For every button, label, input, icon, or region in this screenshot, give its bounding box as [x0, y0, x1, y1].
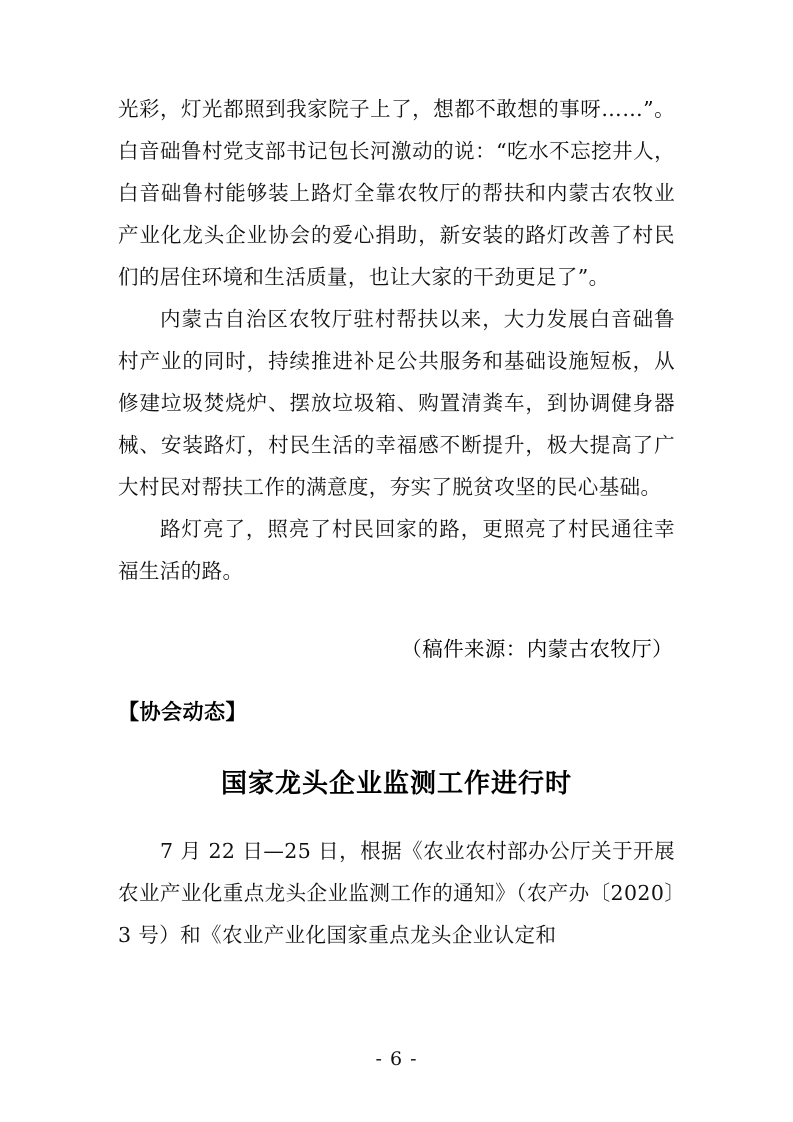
article-body	[118, 88, 675, 592]
paragraph: 7 月 22 日—25 日，根据《农业农村部办公厅关于开展农业产业化重点龙头企业监测工作的通知》（农产办〔2020〕3 号）和《农业产业化国家重点龙头企业认定和	[118, 839, 675, 947]
article-title: 国家龙头企业监测工作进行时	[220, 769, 572, 799]
paragraph: 路灯亮了，照亮了村民回家的路，更照亮了村民通往幸福生活的路。	[118, 517, 675, 583]
page-number: - 6 -	[375, 1048, 418, 1070]
article-body-second	[118, 830, 675, 956]
paragraph: 内蒙古自治区农牧厅驻村帮扶以来，大力发展白音础鲁村产业的同时，持续推进补足公共服务和基础设施短板，从修建垃圾焚烧炉、摆放垃圾箱、购置清粪车，到协调健身器械、安装路灯，村民生活的幸福感不断提升，极大提高了广大村民对帮扶工作的满意度，夯实了脱贫攻坚的民心基础。	[118, 307, 675, 499]
source-attribution: （稿件来源：内蒙古农牧厅）	[401, 637, 673, 661]
paragraph: 光彩，灯光都照到我家院子上了，想都不敢想的事呀……”。白音础鲁村党支部书记包长河激动的说：“吃水不忘挖井人，白音础鲁村能够装上路灯全靠农牧厅的帮扶和内蒙古农牧业产业化龙头企业协会的爱心捐助，新安装的路灯改善了村民们的居住环境和生活质量，也让大家的干劲更足了”。	[118, 97, 675, 289]
section-tag: 【协会动态】	[118, 700, 247, 724]
